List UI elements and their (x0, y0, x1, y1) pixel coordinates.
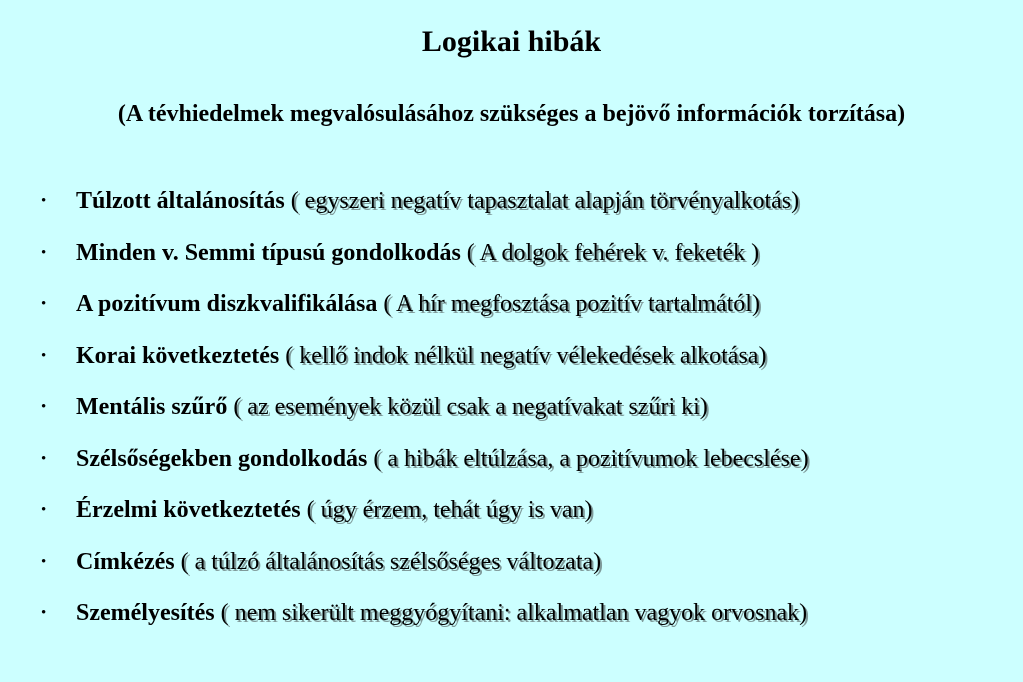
item-description: ( egyszeri negatív tapasztalat alapján törvényalkotás) (290, 188, 800, 214)
item-term: Korai következtetés (76, 342, 280, 369)
list-item-text (76, 547, 601, 577)
item-term: Érzelmi következtetés (76, 497, 301, 523)
list-item-text (76, 289, 760, 319)
list-item-text (76, 341, 766, 371)
bullet-list (0, 186, 1023, 650)
item-description: ( a hibák eltúlzása, a pozitívumok lebecslése) (373, 445, 809, 472)
item-description: ( A hír megfosztása pozitív tartalmától) (383, 291, 760, 317)
item-term: Túlzott általánosítás (76, 188, 285, 214)
bullet-icon: • (41, 244, 47, 261)
item-description: ( nem sikerült meggyógyítani: alkalmatlan vagyok orvosnak) (220, 600, 808, 626)
list-item (0, 186, 1023, 238)
list-item (0, 547, 1023, 599)
list-item-text (76, 495, 592, 525)
bullet-icon: • (41, 399, 47, 415)
list-item (0, 289, 1023, 341)
list-item (0, 598, 1023, 650)
item-description: ( úgy érzem, tehát úgy is van) (306, 497, 593, 523)
bullet-icon: • (41, 553, 47, 570)
item-term: A pozitívum diszkvalifikálása (76, 291, 378, 317)
list-item (0, 238, 1023, 290)
item-description: ( az események közül csak a negatívakat szűri ki) (233, 394, 708, 420)
item-description: ( A dolgok fehérek v. feketék ) (466, 239, 760, 266)
item-term: Címkézés (76, 548, 175, 575)
list-item-text (76, 598, 807, 628)
item-term: Szélsőségekben gondolkodás (76, 445, 368, 472)
bullet-icon: • (41, 605, 47, 621)
list-item (0, 392, 1023, 444)
slide-title: Logikai hibák (421, 25, 602, 58)
item-description: ( a túlzó általánosítás szélsőséges változata) (180, 548, 602, 575)
bullet-icon: • (41, 296, 47, 312)
item-term: Mentális szűrő (76, 394, 228, 420)
list-item (0, 444, 1023, 496)
item-description: ( kellő indok nélkül negatív vélekedések alkotása) (285, 342, 767, 369)
list-item (0, 495, 1023, 547)
bullet-icon: • (41, 502, 47, 518)
list-item-text (76, 444, 809, 474)
list-item (0, 341, 1023, 393)
list-item-text (76, 186, 799, 216)
bullet-icon: • (41, 347, 47, 364)
list-item-text (76, 238, 759, 268)
bullet-icon: • (41, 193, 47, 209)
list-item-text (76, 392, 708, 422)
item-term: Minden v. Semmi típusú gondolkodás (76, 239, 461, 266)
item-term: Személyesítés (76, 600, 215, 626)
slide-subtitle: (A tévhiedelmek megvalósulásához szükséges a bejövő információk torzítása) (117, 101, 906, 127)
bullet-icon: • (41, 450, 47, 467)
